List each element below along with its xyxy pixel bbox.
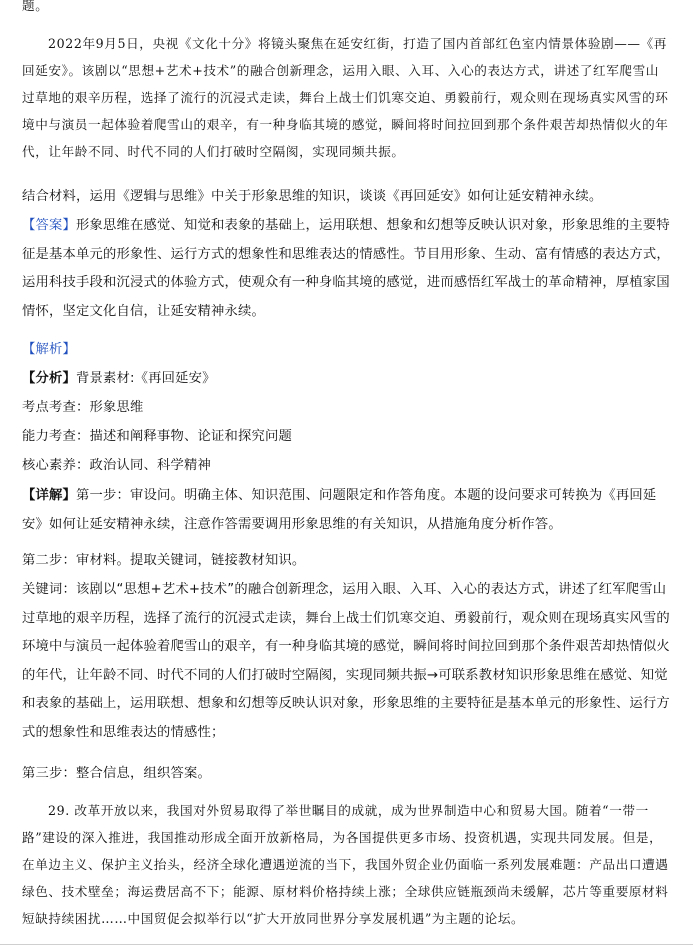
analysis-step2: 第二步：审材料。提取关键词，链接教材知识。 — [22, 553, 306, 568]
material-paragraph: 2022年9月5日，央视《文化十分》将镜头聚焦在延安红街，打造了国内首部红色室内情景体验剧——《再回延安》。该剧以“思想+艺术+技术”的融合创新理念，运用入眼、入耳、入心的表达方式，讲述了红军爬雪山过草地的艰辛历程，选择了流行的沉浸式走读，舞台上战士们饥寒交迫、勇毅前行，观众则在现场真实风雪的环境中与演员一起体验着爬雪山的艰辛，有一种身临其境的感觉，瞬间将时间拉回到那个条件艰苦却热情似火的年代，让年龄不同、时代不同的人们打破时空隔阂，实现同频共振。 — [22, 36, 669, 159]
detail-text: 第一步：审设问。明确主体、知识范围、问题限定和作答角度。本题的设问要求可转换为《再回延安》如何让延安精神永续，注意作答需要调用形象思维的有关知识，从措施角度分析作答。 — [22, 488, 657, 532]
analysis-literacy: 核心素养：政治认同、科学精神 — [22, 458, 211, 473]
top-fragment: 题。 — [22, 0, 49, 13]
background-text: 背景素材:《再回延安》 — [76, 371, 216, 386]
analysis-point: 考点考查：形象思维 — [22, 400, 144, 415]
background-tag: 【分析】 — [22, 371, 76, 386]
page-bottom-divider — [0, 944, 693, 945]
answer-tag: 【答案】 — [22, 218, 76, 233]
detail-tag: 【详解】 — [22, 488, 76, 503]
analysis-background — [22, 365, 672, 394]
answer-text: 形象思维在感觉、知觉和表象的基础上，运用联想、想象和幻想等反映认识对象，形象思维的主要特征是基本单元的形象性、运行方式的想象性和思维表达的情感性。节目用形象、生动、富有情感的表达方式，运用科技手段和沉浸式的体验方式，使观众有一种身临其境的感觉，进而感悟红军战士的革命精神，厚植家国情怀，坚定文化自信，让延安精神永续。 — [22, 218, 670, 319]
analysis-step3: 第三步：整合信息，组织答案。 — [22, 766, 211, 781]
analysis-tag-label: 【解析】 — [22, 342, 76, 357]
question-text: 结合材料，运用《逻辑与思维》中关于形象思维的知识，谈谈《再回延安》如何让延安精神永续。 — [22, 189, 603, 204]
question-29-paragraph: 29. 改革开放以来，我国对外贸易取得了举世瞩目的成就，成为世界制造中心和贸易大国。随着“一带一路”建设的深入推进，我国推动形成全面开放新格局，为各国提供更多市场、投资机遇，实现共同发展。但是，在单边主义、保护主义抬头，经济全球化遭遇逆流的当下，我国外贸企业仍面临一系列发展难题：产品出口遭遇绿色、技术壁垒；海运费居高不下；能源、原材料价格持续上涨；全球供应链瓶颈尚未缓解，芯片等重要原材料短缺持续困扰……中国贸促会拟举行以“扩大开放同世界分享发展机遇”为主题的论坛。 — [22, 803, 669, 926]
analysis-keywords: 关键词：该剧以“思想+艺术+技术”的融合创新理念，运用入眼、入耳、入心的表达方式，讲述了红军爬雪山过草地的艰辛历程，选择了流行的沉浸式走读，舞台上战士们饥寒交迫、勇毅前行，观众则在现场真实风雪的环境中与演员一起体验着爬雪山的艰辛，有一种身临其境的感觉，瞬间将时间拉回到那个条件艰苦却热情似火的年代，让年龄不同、时代不同的人们打破时空隔阂，实现同频共振→可联系教材知识形象思维在感觉、知觉和表象的基础上，运用联想、想象和幻想等反映认识对象，形象思维的主要特征是基本单元的形象性、运行方式的想象性和思维表达的情感性； — [22, 582, 670, 740]
analysis-ability: 能力考查：描述和阐释事物、论证和探究问题 — [22, 429, 292, 444]
analysis-tag — [22, 336, 672, 365]
answer-block — [22, 212, 672, 326]
analysis-detail — [22, 482, 672, 539]
